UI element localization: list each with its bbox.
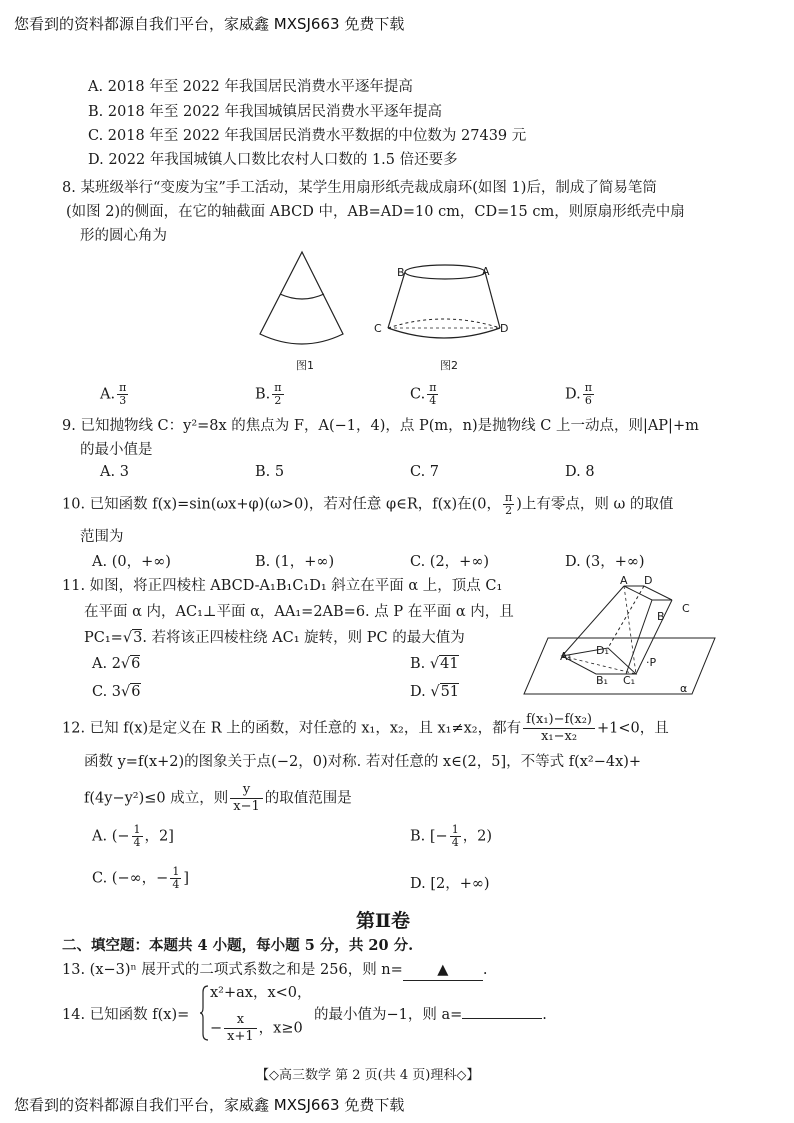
q11-label-c1: C₁ — [623, 674, 636, 687]
q8-line1: 8. 某班级举行“变废为宝”手工活动，某学生用扇形纸壳裁成扇环(如图 1)后，制成了简易笔筒 — [62, 180, 657, 196]
q11-label-d: D — [644, 574, 653, 587]
q11-line3: PC₁=√3. 若将该正四棱柱绕 AC₁ 旋转，则 PC 的最大值为 — [84, 630, 465, 646]
figure-2-caption: 图2 — [440, 359, 458, 372]
q11-line1: 11. 如图，将正四棱柱 ABCD-A₁B₁C₁D₁ 斜立在平面 α 上，顶点 C₁ — [62, 578, 503, 594]
q11-option-a: A. 2√6 — [92, 656, 141, 672]
figure-1-sector-ring — [250, 246, 390, 358]
q11-label-d1: D₁ — [596, 644, 609, 657]
q10-line1: 10. 已知函数 f(x)=sin(ωx+φ)(ω>0)，若对任意 φ∈R，f(x)在(0， $\frac{\pi}{2}$ )上有零点，则 ω 的取值 — [62, 491, 674, 517]
fig2-label-d: D — [500, 322, 509, 335]
q13-answer-blank[interactable]: ▲ — [403, 960, 483, 981]
q12-option-a: A. (− $\frac{1}{4}$ ，2] — [92, 823, 174, 849]
q14-case-2: − $\frac{x}{x+1}$ ，x≥0 — [210, 1012, 303, 1044]
q11-option-d: D. √51 — [410, 684, 460, 700]
q12-option-d: D. [2，+∞) — [410, 876, 490, 892]
q12-option-b: B. [− $\frac{1}{4}$ ，2) — [410, 823, 493, 849]
q8-option-a: A. $\frac{\pi}{3}$ — [100, 381, 127, 407]
q8-option-c: C. $\frac{\pi}{4}$ — [410, 381, 437, 407]
q11-option-c: C. 3√6 — [92, 684, 141, 700]
q12-line3: f(4y−y²)≤0 成立，则 $\frac{y}{x-1}$ 的取值范围是 — [84, 782, 352, 814]
q10-line2: 范围为 — [80, 529, 124, 545]
q9-line2: 的最小值是 — [80, 442, 153, 458]
q7-option-d: D. 2022 年我国城镇人口数比农村人口数的 1.5 倍还要多 — [88, 152, 458, 168]
q10-option-b: B. (1，+∞) — [255, 554, 335, 570]
q12-line1: 12. 已知 f(x)是定义在 R 上的函数，对任意的 x₁，x₂，且 x₁≠x₂，都有 $\frac{\text{f(x₁)−f(x₂)}}{\text{x₁−x₂}}$ +1<0，且 — [62, 712, 669, 744]
q11-label-b1: B₁ — [596, 674, 608, 687]
section-fill-blank-header: 二、填空题：本题共 4 小题，每小题 5 分，共 20 分. — [62, 937, 414, 954]
q11-label-b: B — [657, 610, 665, 623]
q8-option-b: B. $\frac{\pi}{2}$ — [255, 381, 282, 407]
q12-option-c: C. (−∞，− $\frac{1}{4}$ ] — [92, 865, 190, 891]
fig2-label-c: C — [374, 322, 382, 335]
q14-post: 的最小值为−1，则 a= . — [314, 1007, 547, 1023]
q11-label-a: A — [620, 574, 628, 587]
part-2-title: 第Ⅱ卷 — [356, 910, 411, 932]
q9-option-c: C. 7 — [410, 464, 440, 480]
q13: 13. (x−3)ⁿ 展开式的二项式系数之和是 256，则 n= ▲ . — [62, 960, 487, 981]
q10-option-c: C. (2，+∞) — [410, 554, 490, 570]
q11-option-b: B. √41 — [410, 656, 459, 672]
q8-line2: (如图 2)的侧面，在它的轴截面 ABCD 中，AB=AD=10 cm，CD=15 cm，则原扇形纸壳中扇 — [66, 204, 685, 220]
q9-option-b: B. 5 — [255, 464, 285, 480]
q14-brace — [200, 984, 210, 1042]
q9-option-a: A. 3 — [100, 464, 129, 480]
watermark-bottom: 您看到的资料都源自我们平台，家威鑫 MXSJ663 免费下载 — [14, 1096, 405, 1114]
q12-line2: 函数 y=f(x+2)的图象关于点(−2，0)对称. 若对任意的 x∈(2，5]，不等式 f(x²−4x)+ — [84, 754, 642, 770]
q9-option-d: D. 8 — [565, 464, 595, 480]
q14-answer-blank[interactable] — [462, 1018, 542, 1019]
q9-line1: 9. 已知抛物线 C：y²=8x 的焦点为 F，A(−1，4)，点 P(m，n)是抛物线 C 上一动点，则|AP|+m — [62, 418, 699, 434]
q7-option-b: B. 2018 年至 2022 年我国城镇居民消费水平逐年提高 — [88, 104, 443, 120]
q11-label-alpha: α — [680, 682, 688, 695]
q10-option-d: D. (3，+∞) — [565, 554, 645, 570]
q14-case-1: x²+ax，x<0， — [210, 985, 312, 1001]
q7-option-c: C. 2018 年至 2022 年我国居民消费水平数据的中位数为 27439 元 — [88, 128, 527, 144]
q11-figure-prism-plane — [520, 578, 720, 696]
figure-1-caption: 图1 — [296, 359, 314, 372]
q11-line2: 在平面 α 内，AC₁⊥平面 α，AA₁=2AB=6. 点 P 在平面 α 内，且 — [84, 604, 514, 620]
q11-label-c: C — [682, 602, 690, 615]
fig2-label-a: A — [482, 265, 490, 278]
q8-option-d: D. $\frac{\pi}{6}$ — [565, 381, 592, 407]
watermark-top: 您看到的资料都源自我们平台，家威鑫 MXSJ663 免费下载 — [14, 15, 405, 33]
q14-pre: 14. 已知函数 f(x)= — [62, 1007, 190, 1023]
q8-line3: 形的圆心角为 — [80, 228, 167, 244]
page-footer: 【◇高三数学 第 2 页(共 4 页)理科◇】 — [256, 1068, 480, 1083]
q10-option-a: A. (0，+∞) — [92, 554, 171, 570]
q11-label-a1: A₁ — [560, 650, 572, 663]
q7-option-a: A. 2018 年至 2022 年我国居民消费水平逐年提高 — [88, 79, 413, 95]
fig2-label-b: B — [397, 266, 405, 279]
q11-label-p: ·P — [646, 656, 657, 669]
